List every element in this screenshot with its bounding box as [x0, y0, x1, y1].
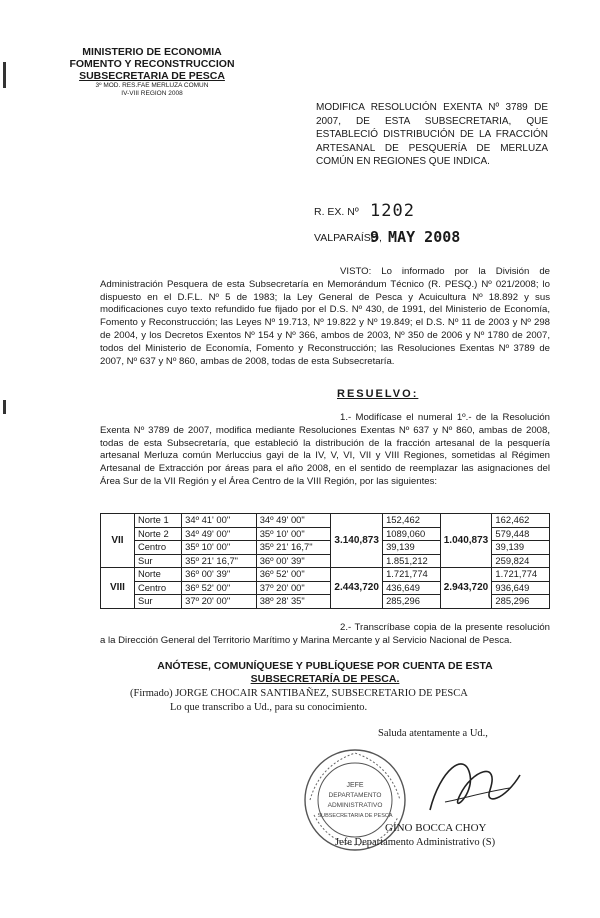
value-after-cell: 579,448 — [492, 527, 550, 541]
region-cell: VIII — [101, 568, 135, 609]
subsecretaria-name: SUBSECRETARIA DE PESCA — [79, 70, 225, 82]
article-1-paragraph: 1.- Modifícase el numeral 1º.- de la Resolución Exenta Nº 3789 de 2007, modifica mediante Resoluciones Exentas Nº 637 y Nº 860, ambas de 2008, todas de esta Subsecretaría, que estableció la distribución de la fracción artesanal de la pesquería artesanal Merluza común Merluccius gayi de la IV, V, VI, VII y VIII Regiones, sometidas al Régimen Artesanal de Extracción por áreas para el año 2008, en el sentido de reemplazar las asignaciones del Área Sur de la VII Región y el Área Centro de la VIII Región, por las siguientes: — [100, 412, 550, 487]
closing-line-1: ANÓTESE, COMUNÍQUESE Y PUBLÍQUESE POR CUENTA DE ESTA — [157, 660, 493, 672]
lat-from-cell: 34º 49' 00" — [182, 527, 257, 541]
ministry-subtitle: FOMENTO Y RECONSTRUCCION — [69, 58, 235, 70]
value-before-cell: 285,296 — [383, 595, 441, 609]
closing-formula — [130, 660, 520, 686]
reference-line-2: IV-VIII REGION 2008 — [121, 90, 183, 97]
place-label: VALPARAÍSO, — [314, 232, 382, 244]
lat-from-cell: 34º 41' 00" — [182, 514, 257, 528]
handwritten-signature-icon — [410, 740, 530, 830]
table-row — [101, 514, 550, 528]
lat-to-cell: 38º 28' 35" — [256, 595, 331, 609]
stamp-line: ADMINISTRATIVO — [327, 802, 383, 809]
salutation: Saluda atentamente a Ud., — [378, 728, 488, 739]
total-before-cell: 3.140,873 — [331, 514, 383, 568]
ministry-name: MINISTERIO DE ECONOMIA — [82, 46, 222, 58]
value-before-cell: 1089,060 — [383, 527, 441, 541]
lat-from-cell: 36º 00' 39" — [182, 568, 257, 582]
scan-edge-mark — [3, 62, 6, 88]
table-row — [101, 568, 550, 582]
article-2-paragraph: 2.- Transcríbase copia de la presente resolución a la Dirección General del Territorio Marítimo y Marina Mercante y al Servicio Nacional de Pesca. — [100, 622, 550, 646]
resuelvo-heading: RESUELVO: — [337, 388, 419, 400]
date-stamp: 9 MAY 2008 — [370, 228, 461, 246]
area-cell: Sur — [134, 554, 181, 568]
lat-from-cell: 35º 10' 00" — [182, 541, 257, 555]
value-after-cell: 285,296 — [492, 595, 550, 609]
lat-to-cell: 36º 52' 00" — [256, 568, 331, 582]
area-cell: Sur — [134, 595, 181, 609]
value-before-cell: 1.721,774 — [383, 568, 441, 582]
viii-region-block — [101, 568, 550, 609]
visto-paragraph: VISTO: Lo informado por la División de Administración Pesquera de esta Subsecretaría en Memorándum Técnico (R. PESQ.) Nº 021/2008; lo dispuesto en el D.F.L. Nº 5 de 1983; la Ley General de Pesca y Acuicultura Nº 18.892 y sus modificaciones cuyo texto refundido fue fijado por el D.S. Nº 430, de 1991, del Ministerio de Economía, Fomento y Reconstrucción; las Leyes Nº 19.713, Nº 19.822 y Nº 19.849; el D.S. Nº 11 de 2003 y Nº 298 de 2004, y los Decretos Exentos Nº 154 y Nº 366, ambos de 2003, Nº 350 de 2006 y Nº 1780 de 2007, todos del Ministerio de Economía, Fomento y Reconstrucción; las Resoluciones Exentas Nº 3789 de 2007, Nº 637 y Nº 860, ambas de 2008, todas de esta Subsecretaría. — [100, 266, 550, 367]
stamp-line: JEFE — [346, 782, 364, 789]
subject-summary: MODIFICA RESOLUCIÓN EXENTA Nº 3789 DE 2007, DE ESTA SUBSECRETARIA, QUE ESTABLECIÓ DISTRIBUCIÓN DE LA FRACCIÓN ARTESANAL DE PESQUERÍA DE MERLUZA COMÚN EN REGIONES QUE INDICA. — [316, 102, 548, 167]
value-before-cell: 152,462 — [383, 514, 441, 528]
area-cell: Centro — [134, 541, 181, 555]
region-cell: VII — [101, 514, 135, 568]
lat-from-cell: 36º 52' 00" — [182, 581, 257, 595]
total-after-cell: 2.943,720 — [440, 568, 492, 609]
reference-line-1: 3º MOD. RES.FAE MERLUZA COMUN — [95, 82, 209, 89]
lat-from-cell: 35º 21' 16,7" — [182, 554, 257, 568]
signer-name: GINO BOCCA CHOY — [385, 822, 487, 834]
area-cell: Centro — [134, 581, 181, 595]
area-cell: Norte — [134, 568, 181, 582]
resolution-label: R. EX. Nº — [314, 206, 359, 218]
letterhead — [62, 46, 242, 98]
lat-from-cell: 37º 20' 00" — [182, 595, 257, 609]
resolution-number: 1202 — [370, 201, 415, 221]
lat-to-cell: 34º 49' 00" — [256, 514, 331, 528]
value-after-cell: 39,139 — [492, 541, 550, 555]
value-after-cell: 1.721,774 — [492, 568, 550, 582]
value-before-cell: 1.851,212 — [383, 554, 441, 568]
value-after-cell: 259,824 — [492, 554, 550, 568]
allocation-table — [100, 513, 550, 609]
vii-region-block — [101, 514, 550, 568]
scan-edge-mark — [3, 400, 6, 414]
value-after-cell: 936,649 — [492, 581, 550, 595]
area-cell: Norte 1 — [134, 514, 181, 528]
lat-to-cell: 36º 00' 39" — [256, 554, 331, 568]
signer-title: Jefe Departamento Administrativo (S) — [335, 837, 496, 848]
lat-to-cell: 35º 21' 16,7" — [256, 541, 331, 555]
lat-to-cell: 35º 10' 00" — [256, 527, 331, 541]
value-before-cell: 39,139 — [383, 541, 441, 555]
total-after-cell: 1.040,873 — [440, 514, 492, 568]
transcription-line: Lo que transcribo a Ud., para su conocimiento. — [170, 702, 368, 713]
stamp-line: DEPARTAMENTO — [328, 792, 382, 799]
area-cell: Norte 2 — [134, 527, 181, 541]
signed-by-line: (Firmado) JORGE CHOCAIR SANTIBAÑEZ, SUBSECRETARIO DE PESCA — [130, 688, 468, 699]
stamp-line: SUBSECRETARIA DE PESCA — [317, 813, 393, 819]
value-after-cell: 162,462 — [492, 514, 550, 528]
lat-to-cell: 37º 20' 00" — [256, 581, 331, 595]
closing-line-2: SUBSECRETARÍA DE PESCA. — [250, 673, 400, 685]
value-before-cell: 436,649 — [383, 581, 441, 595]
total-before-cell: 2.443,720 — [331, 568, 383, 609]
